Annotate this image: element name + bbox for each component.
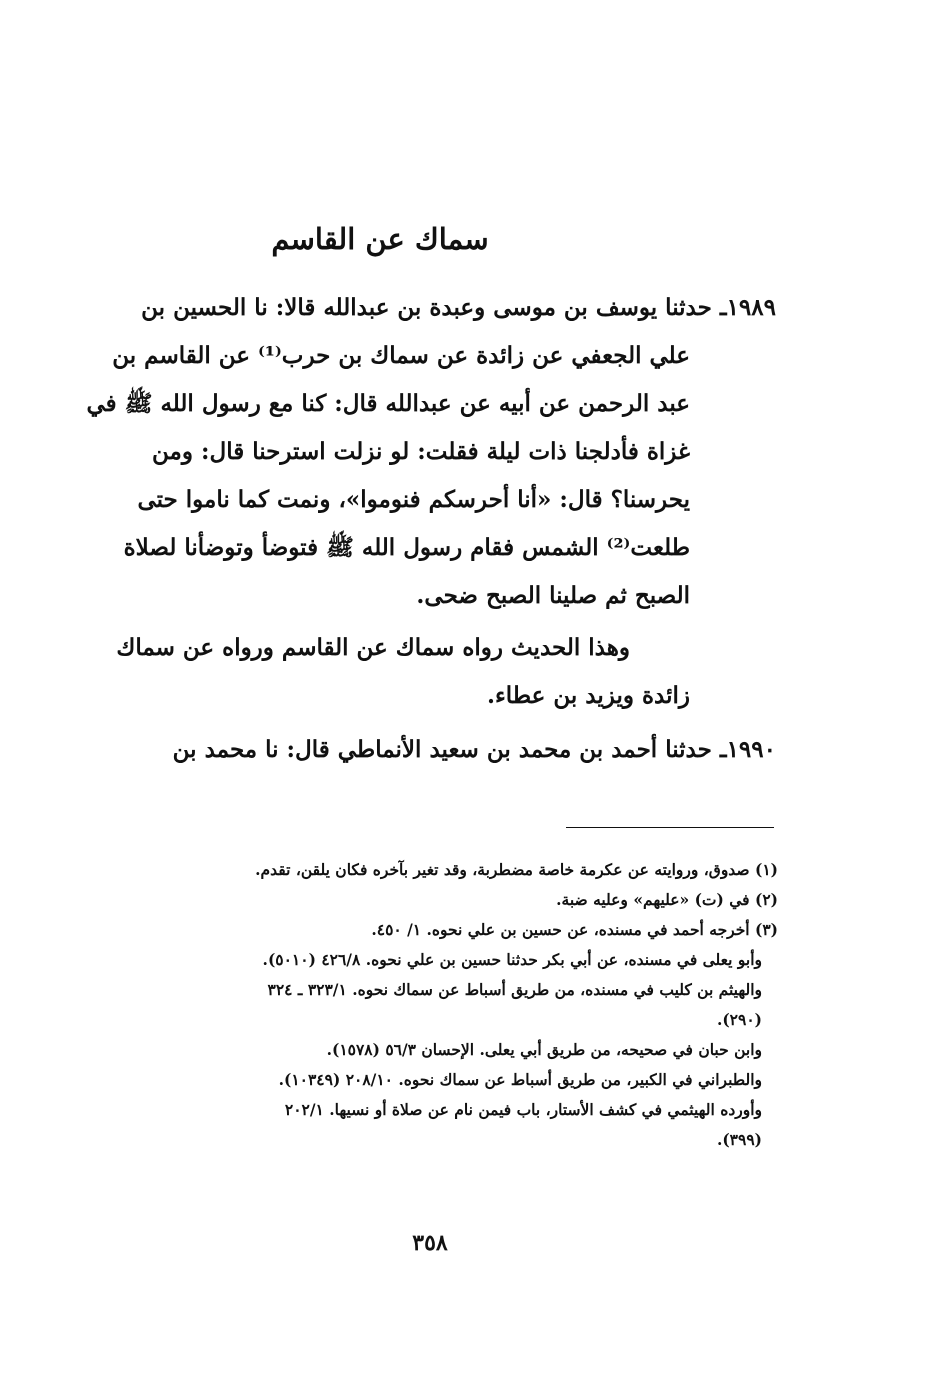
hadith-1989 [76, 284, 776, 332]
footnote-3-continuation: وأورده الهيثمي في كشف الأستار، باب فيمن نام عن صلاة أو نسيها. ٢٠٢/١ [284, 1100, 762, 1119]
section-title: سماك عن القاسم [271, 222, 489, 256]
footnote-1: (١) صدوق، وروايته عن عكرمة خاصة مضطربة، وقد تغير بآخره فكان يلقن، تقدم. [255, 860, 778, 879]
hadith-number: ١٩٩٠ [726, 736, 776, 763]
commentary [76, 624, 690, 720]
footnotes [118, 855, 778, 1155]
footnote-3-continuation: والطبراني في الكبير، من طريق أسباط عن سماك نحوه. ٢٠٨/١٠ (١٠٣٤٩). [278, 1070, 762, 1089]
hadith-1989-line-1 [76, 284, 776, 332]
commentary-line [76, 624, 690, 672]
footnote-3-continuation: والهيثم بن كليب في مسنده، من طريق أسباط عن سماك نحوه. ٣٢٣/١ ـ ٣٢٤ [267, 980, 762, 999]
footnote-3-continuation: (٣٩٩). [716, 1130, 762, 1149]
hadith-line: طلعت⁽²⁾ الشمس فقام رسول الله ﷺ فتوضأ وتوضأنا لصلاة [123, 534, 690, 561]
hadith-line: غزاة فأدلجنا ذات ليلة فقلت: لو نزلت استرحنا قال: ومن [152, 438, 690, 465]
footnote-3-continuation: (٢٩٠). [716, 1010, 762, 1029]
footnote-3: (٣) أخرجه أحمد في مسنده، عن حسين بن علي نحوه. ١/ ٤٥٠. [371, 920, 778, 939]
commentary-text: وهذا الحديث رواه سماك عن القاسم ورواه عن سماك [116, 634, 630, 661]
hadith-line: عبد الرحمن عن أبيه عن عبدالله قال: كنا مع رسول الله ﷺ في [86, 390, 690, 417]
commentary-line: زائدة ويزيد بن عطاء. [486, 682, 690, 709]
hadith-number: ١٩٨٩ [726, 294, 776, 321]
hadith-line: الصبح ثم صلينا الصبح ضحى. [416, 582, 690, 609]
footnote-3-continuation: وابن حبان في صحيحه، من طريق أبي يعلى. الإحسان ٥٦/٣ (١٥٧٨). [326, 1040, 762, 1059]
hadith-1990-line-1 [76, 726, 776, 774]
hadith-text: ـ حدثنا أحمد بن محمد بن سعيد الأنماطي قال: نا محمد بن [172, 736, 727, 763]
hadith-line: علي الجعفي عن زائدة عن سماك بن حرب⁽¹⁾ عن القاسم بن [112, 342, 690, 369]
hadith-line: يحرسنا؟ قال: «أنا أحرسكم فنوموا»، ونمت كما ناموا حتى [137, 486, 690, 513]
footnote-separator [566, 827, 774, 828]
hadith-text: ـ حدثنا يوسف بن موسى وعبدة بن عبدالله قالا: نا الحسين بن [141, 294, 727, 321]
footnote-2: (٢) في (ت) «عليهم» وعليه ضبة. [556, 890, 778, 909]
page-number: ٣٥٨ [412, 1230, 448, 1256]
footnote-3-continuation: وأبو يعلى في مسنده، عن أبي بكر حدثنا حسين بن علي نحوه. ٤٢٦/٨ (٥٠١٠). [262, 950, 762, 969]
hadith-1989-continuation [76, 332, 690, 620]
hadith-1990 [76, 726, 776, 774]
